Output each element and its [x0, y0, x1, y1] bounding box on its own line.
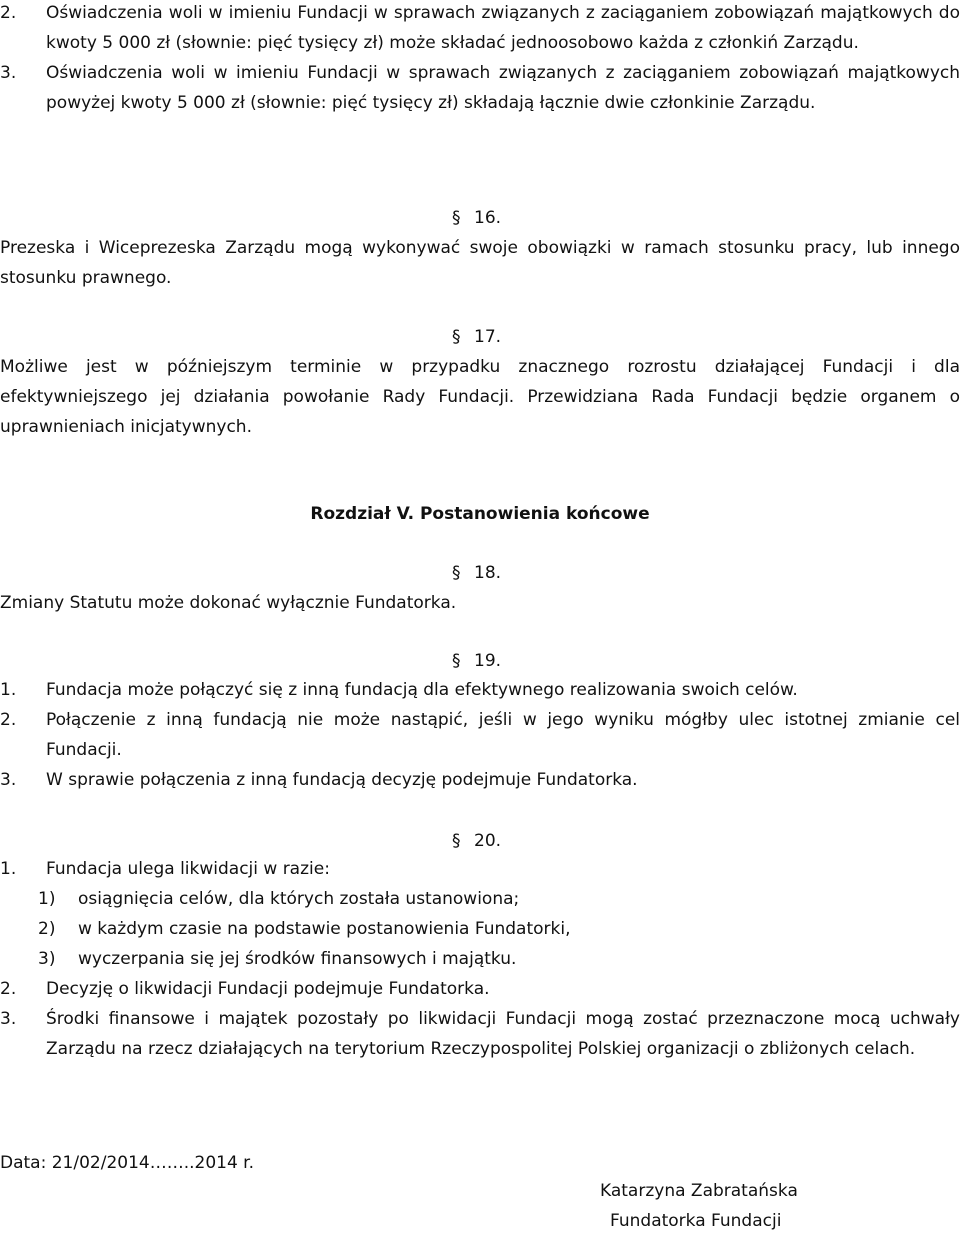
signature-name: Katarzyna Zabratańska	[600, 1181, 798, 1201]
sub-list-item	[0, 884, 960, 914]
list-item	[0, 675, 960, 705]
section-18-text: Zmiany Statutu może dokonać wyłącznie Fundatorka.	[0, 593, 457, 613]
section-number: 20.	[474, 831, 502, 851]
chapter-title: Rozdział V. Postanowienia końcowe	[310, 504, 650, 524]
item-number: 2.	[0, 979, 17, 999]
item-text: W sprawie połączenia z inną fundacją decyzję podejmuje Fundatorka.	[46, 770, 638, 790]
item-number: 2.	[0, 710, 17, 730]
section-sign: §	[452, 563, 461, 583]
item-text: Decyzję o likwidacji Fundacji podejmuje Fundatorka.	[46, 979, 490, 999]
sub-item-number: 1)	[38, 889, 56, 909]
item-text: Fundacja może połączyć się z inną fundacją dla efektywnego realizowania swoich celów.	[46, 680, 798, 700]
list-item	[0, 705, 960, 765]
list-item	[0, 854, 960, 884]
section-19-list	[0, 675, 960, 795]
sub-item-text: wyczerpania się jej środków finansowych i majątku.	[78, 949, 517, 969]
section-sign: §	[452, 327, 461, 347]
section-17-text: Możliwe jest w późniejszym terminie w przypadku znacznego rozrostu działającej Fundacji i dla efektywniejszego jej działania powołanie Rady Fundacji. Przewidziana Rada Fundacji będzie organem o uprawnieniach inicjatywnych.	[0, 357, 960, 437]
section-sign: §	[452, 651, 461, 671]
section-number: 19.	[474, 651, 502, 671]
section-20-list	[0, 854, 960, 1064]
section-heading-19	[452, 646, 501, 676]
item-text: Środki finansowe i majątek pozostały po likwidacji Fundacji mogą zostać przeznaczone mocą uchwały Zarządu na rzecz działających na terytorium Rzeczypospolitej Polskiej organizacji o zbliżonych celach.	[46, 1009, 960, 1059]
section-heading-17	[452, 322, 501, 352]
sub-list-item	[0, 914, 960, 944]
list-item	[0, 765, 960, 795]
item-text: Połączenie z inną fundacją nie może nastąpić, jeśli w jego wyniku mógłby ulec istotnej zmianie cel Fundacji.	[46, 710, 960, 760]
item-number: 2.	[0, 3, 17, 23]
sub-list-item	[0, 944, 960, 974]
item-number: 3.	[0, 1009, 17, 1029]
item-number: 3.	[0, 63, 17, 83]
item-text: Oświadczenia woli w imieniu Fundacji w sprawach związanych z zaciąganiem zobowiązań majątkowych do kwoty 5 000 zł (słownie: pięć tysięcy zł) może składać jednoosobowo każda z członkiń Zarządu.	[46, 3, 960, 53]
section-sign: §	[452, 208, 461, 228]
sub-item-number: 2)	[38, 919, 56, 939]
section-number: 16.	[474, 208, 502, 228]
section-heading-20	[452, 826, 501, 856]
list-item	[0, 0, 960, 58]
item-number: 1.	[0, 680, 17, 700]
item-text: Oświadczenia woli w imieniu Fundacji w sprawach związanych z zaciąganiem zobowiązań majątkowych powyżej kwoty 5 000 zł (słownie: pięć tysięcy zł) składają łącznie dwie członkinie Zarządu.	[46, 63, 960, 113]
list-item	[0, 58, 960, 118]
section-number: 17.	[474, 327, 502, 347]
section-sign: §	[452, 831, 461, 851]
section-heading-18	[452, 558, 501, 588]
section-16-text: Prezeska i Wiceprezeska Zarządu mogą wykonywać swoje obowiązki w ramach stosunku pracy, lub innego stosunku prawnego.	[0, 238, 960, 288]
sub-item-text: osiągnięcia celów, dla których została ustanowiona;	[78, 889, 520, 909]
section-number: 18.	[474, 563, 502, 583]
section-heading-16	[452, 203, 501, 233]
sub-item-number: 3)	[38, 949, 56, 969]
item-text: Fundacja ulega likwidacji w razie:	[46, 859, 330, 879]
top-items	[0, 0, 960, 118]
sub-item-text: w każdym czasie na podstawie postanowienia Fundatorki,	[78, 919, 571, 939]
list-item	[0, 974, 960, 1004]
list-item	[0, 1004, 960, 1064]
date-line: Data: 21/02/2014……..2014 r.	[0, 1153, 255, 1173]
signature-role: Fundatorka Fundacji	[610, 1211, 782, 1231]
item-number: 1.	[0, 859, 17, 879]
item-number: 3.	[0, 770, 17, 790]
